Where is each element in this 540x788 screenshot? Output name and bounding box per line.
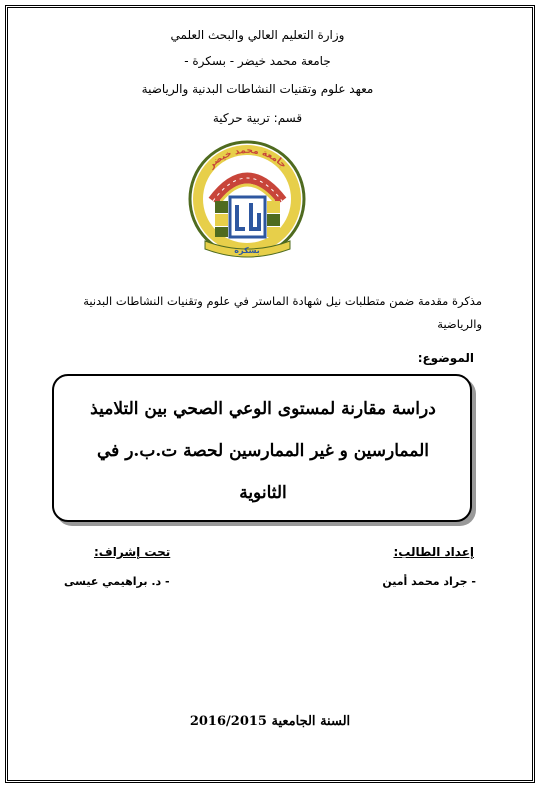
academic-year: السنة الجامعية 2016/2015 <box>189 714 351 729</box>
department-line: قسم: تربية حركية <box>212 111 303 125</box>
title-line-1: دراسة مقارنة لمستوى الوعي الصحي بين التلاميذ <box>90 399 436 419</box>
supervisor-name: - د. براهيمي عيسى <box>64 575 170 588</box>
intro-text <box>40 290 482 336</box>
intro-line-1: مذكرة مقدمة ضمن متطلبات نيل شهادة الماستر في علوم وتقنيات النشاطات البدنية <box>83 294 482 308</box>
university-line: جامعة محمد خيضر - بسكرة - <box>184 54 331 68</box>
institute-line: معهد علوم وتقنيات النشاطات البدنية والرياضية <box>141 82 374 96</box>
university-logo <box>185 137 310 265</box>
student-name: - جراد محمد أمين <box>382 575 476 588</box>
logo-bottom-text: بسكرة <box>234 246 260 255</box>
logo-blocks <box>215 197 280 237</box>
title-line-2: الممارسين و غير الممارسين لحصة ت.ب.ر في <box>96 441 429 461</box>
title-line-3: الثانوية <box>239 483 287 503</box>
subject-label: الموضوع: <box>417 351 474 365</box>
intro-line-2: والرياضية <box>437 317 482 331</box>
logo-top-text: جامعة محمد خيضر <box>206 145 289 171</box>
ministry-line: وزارة التعليم العالي والبحث العلمي <box>170 28 345 42</box>
prepared-by-label: إعداد الطالب: <box>393 545 474 559</box>
supervisor-label: تحت إشراف: <box>94 545 171 559</box>
thesis-title <box>58 388 468 514</box>
